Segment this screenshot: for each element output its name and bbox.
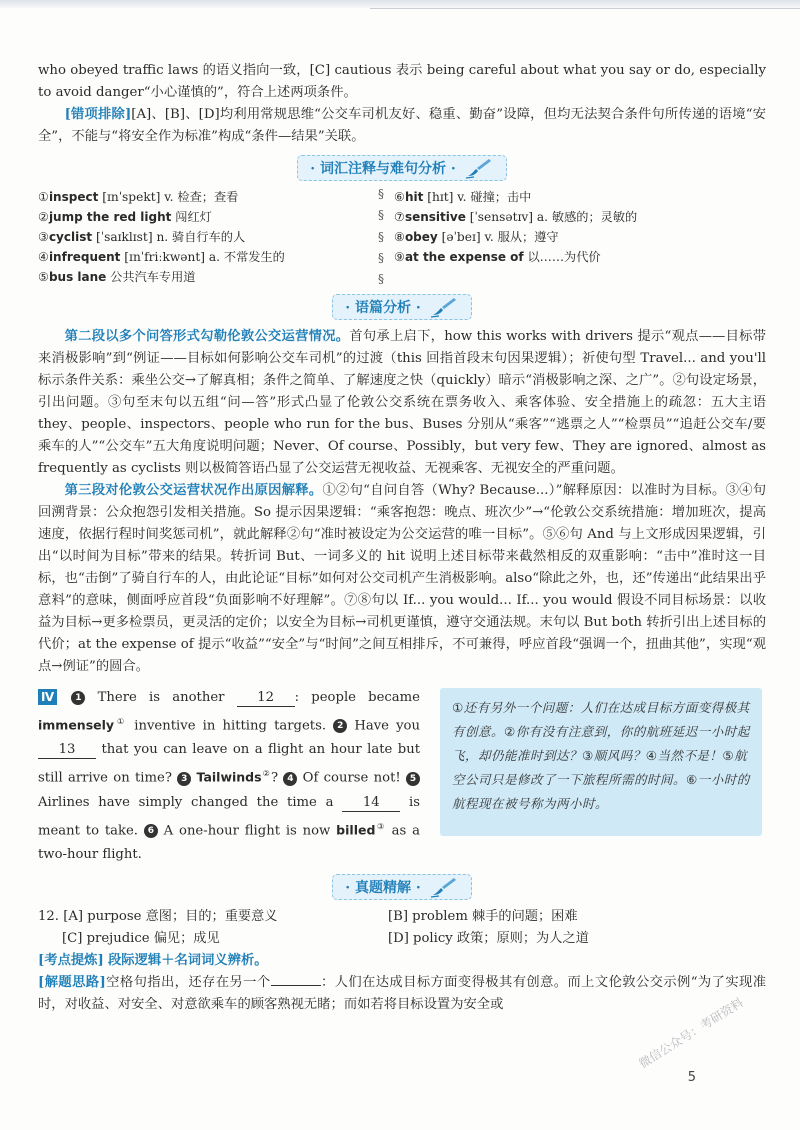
watermark <box>636 995 790 1120</box>
blank-12[interactable]: 12 <box>237 690 295 707</box>
vocab-item: ①inspect [ɪnˈspekt] v. 检查；查看 <box>38 190 239 204</box>
blank-13[interactable]: 13 <box>38 742 96 759</box>
vocab-list <box>38 187 766 287</box>
top-rule <box>370 8 800 9</box>
vocab-item: ⑧obey [əˈbeɪ] v. 服从；遵守 <box>394 230 559 244</box>
sentence-number: 1 <box>71 691 85 705</box>
brush-icon <box>429 876 459 898</box>
vocab-divider: § § § § § <box>378 187 384 286</box>
vocab-item: ④infrequent [ɪnˈfriːkwənt] a. 不常发生的 <box>38 250 285 264</box>
sentence-number: 6 <box>144 824 158 838</box>
analysis-section-title <box>38 296 766 318</box>
solution-label: [解题思路] <box>38 975 106 991</box>
analysis-paragraph-2 <box>38 326 766 480</box>
vocab-title-text: · 词汇注释与难句分析 · <box>310 161 456 177</box>
key-point-line <box>38 950 766 972</box>
translation-box: ①还有另外一个问题：人们在达成目标方面变得极其有创意。②你有没有注意到，你的航班延迟一小时起飞，却仍能准时到达？③顺风吗？④当然不是！⑤航空公司只是修改了一下旅程所需的时间。⑥一小时的航程现在被号称为两小时。 <box>440 688 762 836</box>
key-point-label: [考点提炼] <box>38 953 104 969</box>
wrong-options-label: [错项排除] <box>64 107 132 122</box>
vocab-item: ③cyclist [ˈsaɪklɪst] n. 骑自行车的人 <box>38 230 246 244</box>
brush-icon <box>464 157 494 179</box>
paragraph-roman-numeral: Ⅳ <box>38 689 57 705</box>
vocab-section-title <box>38 157 766 179</box>
answer-row <box>38 906 766 928</box>
answer-title-text: · 真题精解 · <box>345 880 421 897</box>
vocab-item: ⑨at the expense of 以……为代价 <box>394 250 601 264</box>
page-content <box>38 60 766 1016</box>
solution-line: [解题思路]空格句指出，还存在另一个 ：人们在达成目标方面变得极其有创意。而上文伦敦公交示例“为了实现准时，对收益、对安全、对意欲乘车的顾客熟视无睹；而如若将目标设置为安全或 <box>38 975 767 1013</box>
analysis-paragraph-3-text: ①②句“自问自答（Why? Because...）”解释原因：以准时为目标。③④句回溯背景：公众抱怨引发相关措施。So 提示因果逻辑：“乘客抱怨：晚点、班次少”→“伦敦公交系统措施：增加班次，提高速度，依据行程时间奖惩司机”，就此解释②句“准时被设定为公交运营的唯一目标”。⑤⑥句 And 与上文形成因果逻辑，引出“以时间为目标”带来的结果。转折词 But、一词多义的 hit 说明上述目标带来截然相反的双重影响：“击中”准时这一目标，也“击倒”了骑自行车的人，由此论证“目标”如何对公交司机产生消极影响。also“除此之外，也，还”传递出“此结果出乎意料”的意味，侧面呼应首段“负面影响不好理解”。⑦⑧句以 If... you would... If... you would 假设不同目标场景：以收益为目标→更多检票员，更灵活的定价；以安全为目标→司机更谨慎，遵守交通法规。末句以 But both 转折引出上述目标的代价；at the expense of 提示“收益”“安全”与“时间”之间互相排斥，不可兼得，呼应首段“强调一个，扭曲其他”，实现“观点→例证”的圆合。 <box>38 483 767 674</box>
sentence-number: 4 <box>283 772 297 786</box>
intro-paragraph: who obeyed traffic laws 的语义指向一致，[C] cautious 表示 being careful about what you say or do, especially to avoid danger“小心谨慎的”，符合上述两项条件。 <box>38 63 766 100</box>
solution-blank <box>271 985 321 986</box>
option-d[interactable]: [D] policy 政策；原则；为人之道 <box>388 931 589 947</box>
analysis-paragraph-3 <box>38 480 766 678</box>
vocab-item: ⑦sensitive [ˈsensətɪv] a. 敏感的；灵敏的 <box>394 210 638 224</box>
wrong-options-paragraph <box>38 104 766 148</box>
passage-block <box>38 686 766 867</box>
option-b[interactable]: [B] problem 棘手的问题；困难 <box>388 909 578 925</box>
vocab-item: ②jump the red light 闯红灯 <box>38 210 212 224</box>
vocab-item: ⑤bus lane 公共汽车专用道 <box>38 270 196 284</box>
vocab-item: ⑥hit [hɪt] v. 碰撞；击中 <box>394 190 532 204</box>
sentence-number: 3 <box>177 772 191 786</box>
option-c[interactable]: [C] prejudice 偏见；成见 <box>62 931 220 947</box>
brush-icon <box>429 296 459 318</box>
option-a[interactable]: [A] purpose 意图；目的；重要意义 <box>63 909 278 925</box>
key-point-text: 段际逻辑＋名词词义辨析。 <box>108 953 268 969</box>
sentence-number: 2 <box>333 719 347 733</box>
question-number: 12. <box>38 909 59 925</box>
sentence-number: 5 <box>406 772 420 786</box>
analysis-title-text: · 语篇分析 · <box>345 300 421 316</box>
top-bar <box>0 0 800 8</box>
watermark-text: 微信公众号：考研资料 <box>636 995 746 1071</box>
answer-section-title <box>38 876 766 898</box>
answer-options <box>38 906 766 1016</box>
analysis-paragraph-2-text: 首句承上启下，how this works with drivers 提示“观点——目标带来消极影响”到“例证——目标如何影响公交车司机”的过渡（this 回指首段末句因果逻辑）；祈使句型 Travel... and you'll 标示条件关系：乘坐公交→了解真相；条件之简单、了解速度之快（quickly）暗示“消极影响之深、之广”。②句设定场景，引出问题。③句至末句以五组“问—答”形式凸显了伦敦公交系统在票务收入、乘客体验、安全措施上的疏忽：五大主语 they、people、inspectors、people who run for the bus、Buses 分别从“乘客”“逃票之人”“检票员”“追赶公交车/要乘车的人”“公交车”五大角度说明问题；Never、Of course、Possibly，but very few、They are ignored、almost as frequently as cyclists 则以极简答语凸显了公交运营无视收益、无视乘客、无视安全的严重问题。 <box>38 329 766 476</box>
analysis-paragraph-3-lead: 第三段对伦敦公交运营状况作出原因解释。 <box>64 483 323 498</box>
analysis-paragraph-2-lead: 第二段以多个问答形式勾勒伦敦公交运营情况。 <box>64 329 350 344</box>
passage-text: Ⅳ 1 There is another 12 : people became immensely① inventive in hitting targets. 2 Have you 13 that you can leave on a flight an hour late but still arrive on time? 3 Tailwinds②? 4 Of course not! 5Airlines have simply changed the time a 14 is meant to take. 6 A one-hour flight is now billed③ as a two-hour flight. <box>38 690 420 863</box>
wrong-options-text: [A]、[B]、[D]均利用常规思维“公交车司机友好、稳重、勤奋”设障，但均无法契合条件句所传递的语境“安全”，不能与“将安全作为标准”构成“条件—结果”关联。 <box>38 107 766 144</box>
vocab-column-left <box>38 187 368 287</box>
blank-14[interactable]: 14 <box>342 795 400 812</box>
page-number: 5 <box>687 1070 696 1085</box>
vocab-column-right <box>394 187 766 287</box>
answer-row <box>38 928 766 950</box>
